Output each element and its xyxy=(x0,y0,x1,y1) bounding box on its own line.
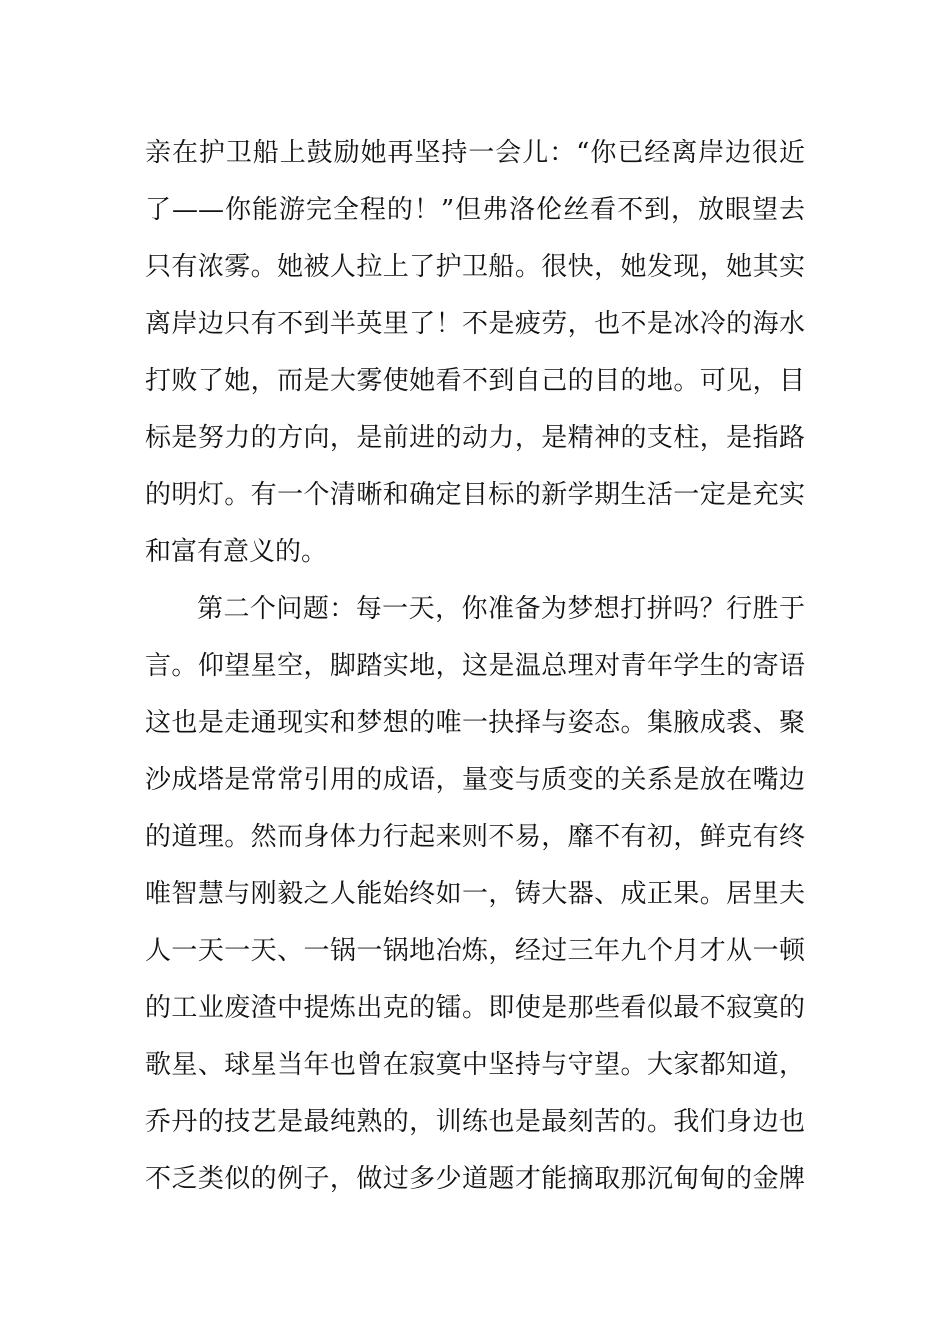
text-line: 的明灯。有一个清晰和确定目标的新学期生活一定是充实 xyxy=(145,480,805,510)
text-line: 人一天一天、一锅一锅地冶炼，经过三年九个月才从一顿 xyxy=(145,936,805,966)
text-line: 离岸边只有不到半英里了！不是疲劳，也不是冰冷的海水 xyxy=(145,309,805,339)
text-line: 的工业废渣中提炼出克的镭。即使是那些看似最不寂寞的 xyxy=(145,993,805,1023)
paragraph-florence-story xyxy=(145,125,805,581)
text-line: 和富有意义的。 xyxy=(145,537,328,567)
text-line: 打败了她，而是大雾使她看不到自己的目的地。可见，目 xyxy=(145,366,805,396)
text-line: 这也是走通现实和梦想的唯一抉择与姿态。集腋成裘、聚 xyxy=(145,708,805,738)
text-line: 第二个问题：每一天，你准备为梦想打拼吗？行胜于 xyxy=(197,594,805,624)
text-line: 唯智慧与刚毅之人能始终如一，铸大器、成正果。居里夫 xyxy=(145,879,805,909)
text-line: 不乏类似的例子，做过多少道题才能摘取那沉甸甸的金牌 xyxy=(145,1164,805,1194)
text-line: 了——你能游完全程的！”但弗洛伦丝看不到，放眼望去 xyxy=(145,195,805,225)
text-line: 亲在护卫船上鼓励她再坚持一会儿：“你已经离岸边很近 xyxy=(145,138,805,168)
text-line: 只有浓雾。她被人拉上了护卫船。很快，她发现，她其实 xyxy=(145,252,805,282)
text-line: 歌星、球星当年也曾在寂寞中坚持与守望。大家都知道， xyxy=(145,1050,805,1080)
text-line: 乔丹的技艺是最纯熟的，训练也是最刻苦的。我们身边也 xyxy=(145,1107,805,1137)
text-line: 言。仰望星空，脚踏实地，这是温总理对青年学生的寄语 xyxy=(145,651,805,681)
paragraph-second-question xyxy=(145,581,805,1208)
text-line: 沙成塔是常常引用的成语，量变与质变的关系是放在嘴边 xyxy=(145,765,805,795)
text-line: 标是努力的方向，是前进的动力，是精神的支柱，是指路 xyxy=(145,423,805,453)
text-line: 的道理。然而身体力行起来则不易，靡不有初，鲜克有终 xyxy=(145,822,805,852)
